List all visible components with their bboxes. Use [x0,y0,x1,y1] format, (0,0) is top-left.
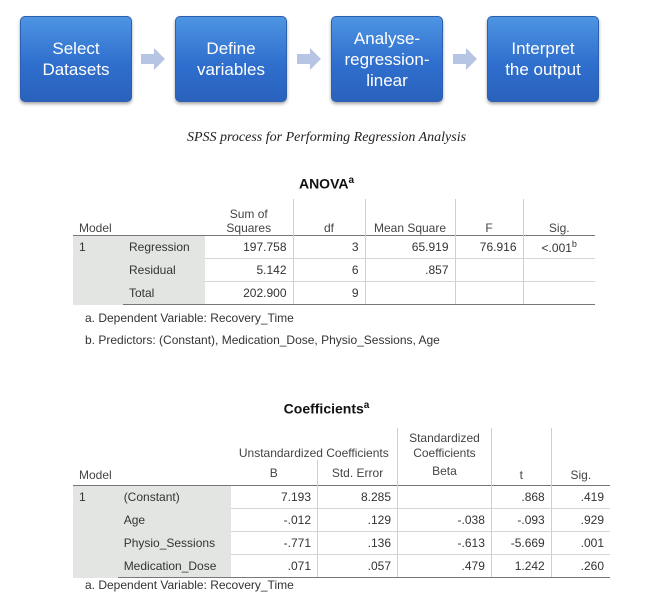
anova-header-sig: Sig. [523,199,595,236]
coef-header-b: B [269,465,278,480]
anova-footnote-b: b. Predictors: (Constant), Medication_Dose, Physio_Sessions, Age [85,333,440,347]
coef-cell-b: 7.193 [231,486,318,509]
step-select-datasets [20,16,132,102]
coef-cell-sig: .419 [551,486,610,509]
anova-cell-ss: 202.900 [205,282,293,305]
coef-cell-t: -5.669 [491,532,551,555]
coef-cell-t: .868 [491,486,551,509]
right-arrow-icon [297,47,321,71]
anova-cell-ms: .857 [365,259,455,282]
step-label-line: variables [196,60,266,79]
anova-cell-f [455,259,523,282]
anova-footnote-a: a. Dependent Variable: Recovery_Time [85,311,294,325]
coef-cell-beta: -.613 [398,532,492,555]
anova-cell-f: 76.916 [455,236,523,259]
coef-header-beta: Beta [432,464,457,478]
coef-cell-b: .071 [231,555,318,578]
coefficients-title-text: Coefficients [283,400,364,417]
step-interpret-output [487,16,599,102]
anova-title-sup: a [348,175,355,186]
step-define-variables [175,16,287,102]
coef-row-label: Age [118,509,231,532]
coef-row-label: Medication_Dose [118,555,231,578]
anova-row-label: Total [123,282,205,305]
anova-cell-ms [365,282,455,305]
table-row [73,509,610,532]
coef-header-unstandardized: Unstandardized Coefficients [238,446,389,460]
anova-cell-f [455,282,523,305]
table-row [73,532,610,555]
table-row [73,259,595,282]
coef-header-sig: Sig. [551,428,610,486]
process-flow-diagram [0,0,653,110]
anova-sig-sup: b [571,239,577,249]
coef-cell-beta: -.038 [398,509,492,532]
anova-table [73,199,595,305]
coef-header-t: t [491,428,551,486]
coef-cell-beta [398,486,492,509]
coef-cell-t: 1.242 [491,555,551,578]
coef-cell-sig: .001 [551,532,610,555]
coefficients-footnote-a: a. Dependent Variable: Recovery_Time [85,578,294,592]
coefficients-title-sup: a [363,400,370,411]
anova-header-f: F [455,199,523,236]
table-row [73,486,610,509]
anova-model-number: 1 [73,236,123,305]
table-row [73,282,595,305]
coef-cell-t: -.093 [491,509,551,532]
coef-model-number: 1 [73,486,118,578]
step-label-line: Select [52,39,100,58]
right-arrow-icon [141,47,165,71]
step-label-line: Analyse- [353,28,421,48]
coef-cell-b: -.771 [231,532,318,555]
coef-header-std-error: Std. Error [318,460,398,486]
coef-cell-sig: .260 [551,555,610,578]
coef-cell-beta: .479 [398,555,492,578]
coef-cell-sig: .929 [551,509,610,532]
anova-row-label: Regression [123,236,205,259]
coef-header-std-line: Standardized [409,431,480,445]
anova-sig-value: <.001 [541,241,572,255]
step-label-line: the output [505,60,581,79]
anova-header-sum-of-squares [205,199,293,236]
anova-cell-ss: 197.758 [205,236,293,259]
step-label-line: regression- [344,49,430,69]
coef-cell-se: .136 [318,532,398,555]
coef-header-std-line: Coefficients [413,446,476,460]
anova-row-label: Residual [123,259,205,282]
step-analyse-regression-linear [331,16,443,102]
anova-cell-sig [523,259,595,282]
anova-cell-df: 3 [293,236,365,259]
anova-title-text: ANOVA [298,175,349,192]
anova-cell-sig [523,282,595,305]
anova-header-df: df [293,199,365,236]
coef-cell-b: -.012 [231,509,318,532]
anova-cell-ss: 5.142 [205,259,293,282]
anova-cell-df: 6 [293,259,365,282]
coef-cell-se: .129 [318,509,398,532]
step-label-line: Interpret [511,39,575,58]
right-arrow-icon [453,47,477,71]
step-label-line: Define [206,39,256,58]
table-row [73,555,610,578]
coef-cell-se: .057 [318,555,398,578]
coef-row-label: Physio_Sessions [118,532,231,555]
anova-header-mean-square: Mean Square [365,199,455,236]
table-row [73,236,595,259]
step-label-line: Datasets [42,60,110,79]
figure-caption: SPSS process for Performing Regression Analysis [186,130,467,145]
anova-header-ss-line: Squares [226,221,272,235]
anova-header-ss-line: Sum of [229,207,268,221]
anova-cell-sig [523,236,595,259]
coef-row-label: (Constant) [118,486,231,509]
coef-header-model: Model [79,468,112,482]
anova-header-model: Model [79,221,112,235]
anova-cell-df: 9 [293,282,365,305]
anova-title [0,175,653,192]
coefficients-table [73,428,610,578]
anova-cell-ms: 65.919 [365,236,455,259]
coef-cell-se: 8.285 [318,486,398,509]
coef-header-standardized [398,428,492,486]
step-label-line: linear [366,70,408,90]
coefficients-title [0,400,653,417]
